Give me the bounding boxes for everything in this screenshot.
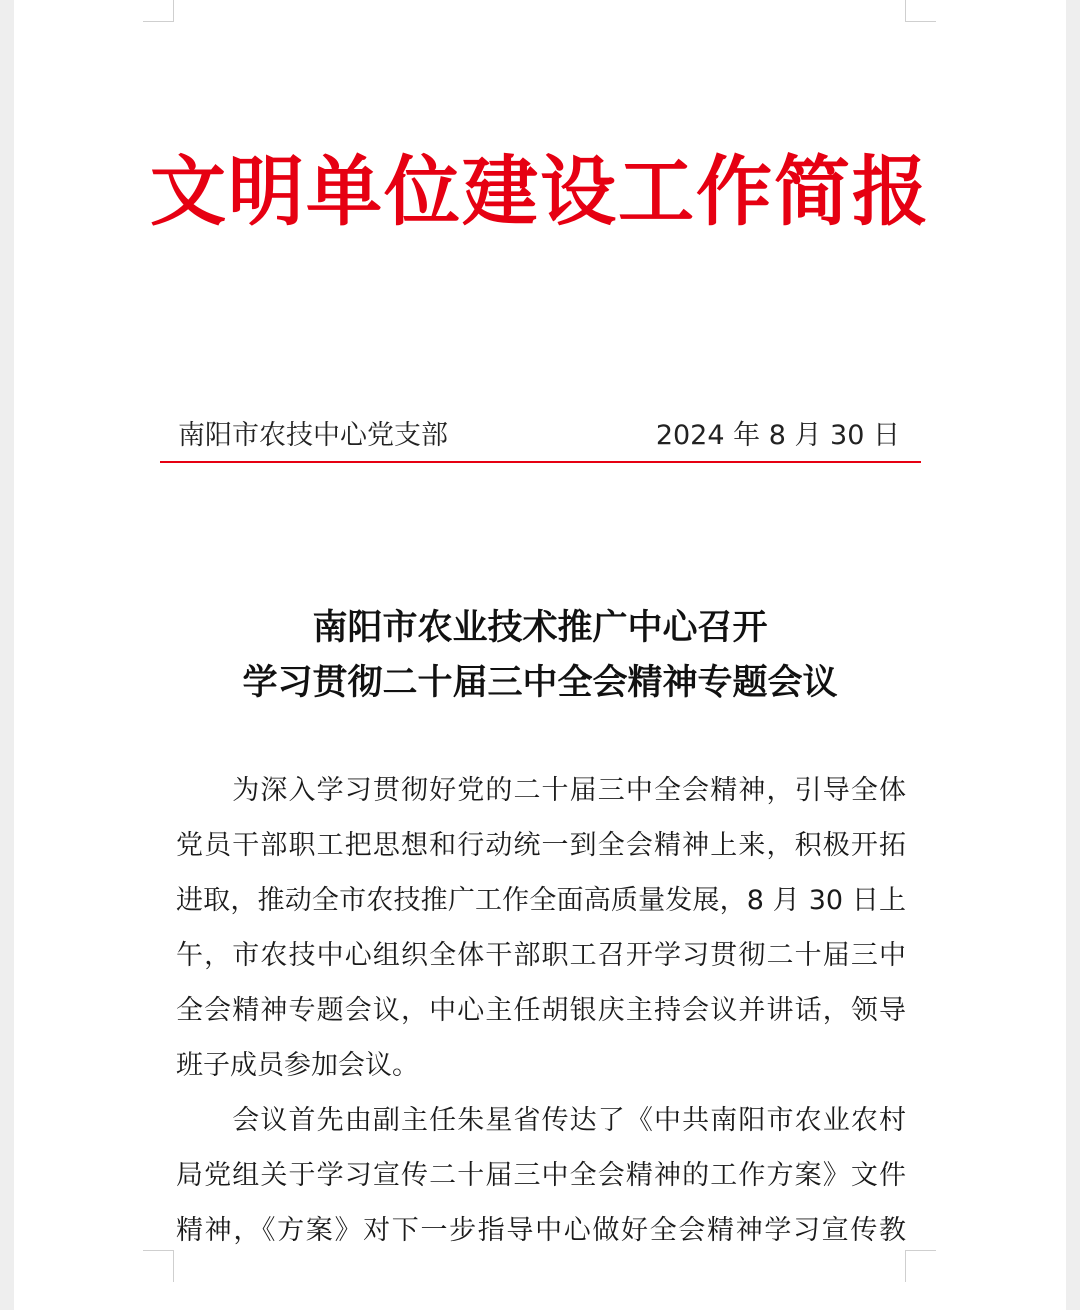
body-line-8: 局党组关于学习宣传二十届三中全会精神的工作方案》文件: [176, 1160, 906, 1191]
issuer-name: 南阳市农技中心党支部: [178, 420, 448, 451]
article-heading-line-2: 学习贯彻二十届三中全会精神专题会议: [242, 663, 838, 703]
bulletin-title: 文明单位建设工作简报: [150, 147, 930, 236]
crop-mark-top-left-h: [143, 21, 174, 22]
article-heading-line-1: 南阳市农业技术推广中心召开: [312, 608, 768, 648]
crop-mark-bottom-right-h: [905, 1250, 936, 1251]
crop-mark-bottom-left-v: [173, 1250, 174, 1282]
crop-mark-bottom-right-v: [905, 1250, 906, 1282]
issue-date: 2024 年 8 月 30 日: [655, 420, 900, 451]
body-line-4: 午，市农技中心组织全体干部职工召开学习贯彻二十届三中: [176, 940, 906, 971]
body-line-2: 党员干部职工把思想和行动统一到全会精神上来，积极开拓: [176, 830, 906, 861]
body-line-7: 会议首先由副主任朱星省传达了《中共南阳市农业农村: [176, 1105, 906, 1136]
header-divider: [160, 461, 921, 463]
body-line-1: 为深入学习贯彻好党的二十届三中全会精神，引导全体: [176, 775, 906, 806]
body-line-6: 班子成员参加会议。: [176, 1050, 419, 1081]
body-line-5: 全会精神专题会议，中心主任胡银庆主持会议并讲话，领导: [176, 995, 906, 1026]
crop-mark-bottom-left-h: [143, 1250, 174, 1251]
body-line-9: 精神，《方案》对下一步指导中心做好全会精神学习宣传教: [176, 1215, 906, 1246]
crop-mark-top-left-v: [173, 0, 174, 22]
crop-mark-top-right-h: [905, 21, 936, 22]
body-line-3: 进取，推动全市农技推广工作全面高质量发展，8 月 30 日上: [176, 885, 906, 916]
crop-mark-top-right-v: [905, 0, 906, 22]
